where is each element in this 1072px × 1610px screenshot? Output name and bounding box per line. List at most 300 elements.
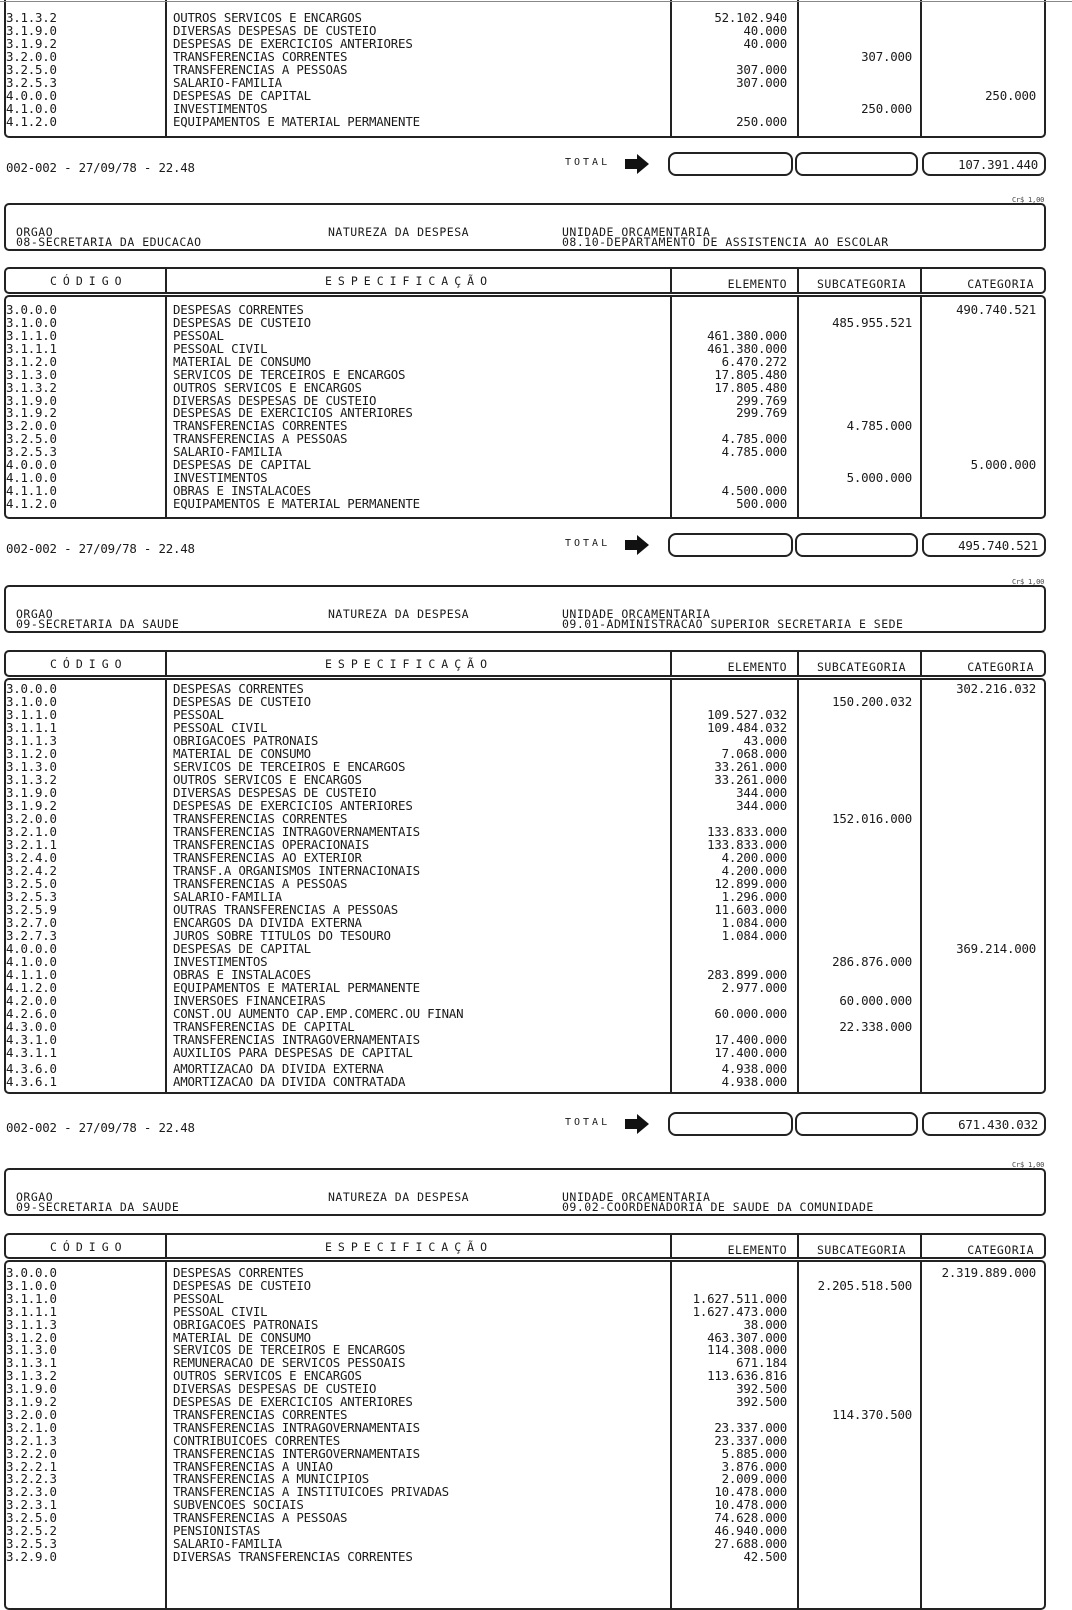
cell-especificacao: ENCARGOS DA DIVIDA EXTERNA xyxy=(173,915,362,930)
cell-elemento: 10.478.000 xyxy=(714,1497,787,1513)
cell-codigo: 3.2.0.0 xyxy=(6,49,57,64)
table-row xyxy=(0,825,1072,838)
cell-especificacao: SERVICOS DE TERCEIROS E ENCARGOS xyxy=(173,366,406,382)
table-row xyxy=(0,786,1072,799)
cell-codigo: 3.2.1.0 xyxy=(6,1419,57,1435)
table-row xyxy=(0,864,1072,877)
cell-elemento: 307.000 xyxy=(736,75,787,90)
cell-especificacao: TRANSFERENCIAS CORRENTES xyxy=(173,418,348,434)
cell-codigo: 3.1.3.2 xyxy=(6,10,57,25)
column-header-subcategoria: SUBCATEGORIA xyxy=(817,277,907,291)
cell-especificacao: SALARIO-FAMILIA xyxy=(173,1535,282,1551)
cell-codigo: 4.3.0.0 xyxy=(6,1019,57,1034)
table-row xyxy=(0,316,1072,329)
cell-codigo: 3.2.1.0 xyxy=(6,824,57,839)
cell-elemento: 40.000 xyxy=(743,36,787,51)
total-label: TOTAL xyxy=(565,1117,611,1128)
cell-codigo: 3.2.7.3 xyxy=(6,928,57,943)
table-row xyxy=(0,497,1072,510)
cell-codigo: 3.2.5.3 xyxy=(6,75,57,90)
cell-codigo: 3.1.9.2 xyxy=(6,405,57,421)
cell-especificacao: INVERSOES FINANCEIRAS xyxy=(173,993,326,1008)
cell-especificacao: DIVERSAS DESPESAS DE CUSTEIO xyxy=(173,392,377,408)
unidade-label: UNIDADE ORCAMENTARIA xyxy=(562,607,711,621)
cell-especificacao: PESSOAL xyxy=(173,327,224,343)
cell-especificacao: OBRIGACOES PATRONAIS xyxy=(173,733,319,748)
cell-especificacao: JUROS SOBRE TITULOS DO TESOURO xyxy=(173,928,391,943)
cell-codigo: 3.1.0.0 xyxy=(6,694,57,709)
cell-codigo: 4.1.2.0 xyxy=(6,114,57,129)
cell-especificacao: PESSOAL CIVIL xyxy=(173,1303,268,1319)
total-subcategoria-box xyxy=(795,152,918,176)
column-header-elemento: ELEMENTO xyxy=(727,660,787,674)
cell-elemento: 4.200.000 xyxy=(721,850,787,865)
cell-especificacao: PENSIONISTAS xyxy=(173,1523,261,1538)
cell-especificacao: DESPESAS CORRENTES xyxy=(173,1265,304,1280)
table-row xyxy=(0,24,1072,37)
cell-codigo: 3.2.5.0 xyxy=(6,876,57,891)
cell-elemento: 283.899.000 xyxy=(707,967,787,982)
cell-codigo: 4.1.2.0 xyxy=(6,980,57,995)
cell-codigo: 3.1.2.0 xyxy=(6,353,57,369)
cell-especificacao: DESPESAS DE EXERCICIOS ANTERIORES xyxy=(173,1394,413,1409)
cell-subcategoria: 60.000.000 xyxy=(839,993,912,1008)
cell-elemento: 11.603.000 xyxy=(714,902,787,917)
currency-note: Cr$ 1,00 xyxy=(1012,196,1045,204)
cell-subcategoria: 307.000 xyxy=(861,49,912,64)
cell-subcategoria: 286.876.000 xyxy=(832,954,912,969)
cell-codigo: 3.2.0.0 xyxy=(6,1406,57,1422)
column-divider xyxy=(165,1233,167,1259)
cell-codigo: 3.1.1.3 xyxy=(6,1316,57,1332)
cell-codigo: 3.2.4.2 xyxy=(6,863,57,878)
table-row xyxy=(0,747,1072,760)
cell-elemento: 344.000 xyxy=(736,785,787,800)
cell-especificacao: TRANSFERENCIAS INTRAGOVERNAMENTAIS xyxy=(173,824,420,839)
table-row xyxy=(0,994,1072,1007)
cell-codigo: 3.0.0.0 xyxy=(6,681,57,696)
print-stamp: 002-002 - 27/09/78 - 22.48 xyxy=(6,541,195,556)
cell-codigo: 3.2.2.1 xyxy=(6,1458,57,1474)
cell-codigo: 3.1.9.0 xyxy=(6,785,57,800)
cell-codigo: 4.1.0.0 xyxy=(6,470,57,486)
cell-especificacao: MATERIAL DE CONSUMO xyxy=(173,1329,311,1345)
cell-especificacao: CONTRIBUICOES CORRENTES xyxy=(173,1432,340,1448)
table-row xyxy=(0,115,1072,128)
cell-especificacao: PESSOAL CIVIL xyxy=(173,720,268,735)
cell-especificacao: OBRIGACOES PATRONAIS xyxy=(173,1316,319,1332)
cell-codigo: 3.1.1.0 xyxy=(6,1290,57,1306)
print-stamp: 002-002 - 27/09/78 - 22.48 xyxy=(6,160,195,175)
cell-elemento: 392.500 xyxy=(736,1381,787,1397)
cell-especificacao: SALARIO-FAMILIA xyxy=(173,889,282,904)
cell-elemento: 12.899.000 xyxy=(714,876,787,891)
table-row xyxy=(0,903,1072,916)
table-row xyxy=(0,1343,1072,1356)
cell-codigo: 3.1.2.0 xyxy=(6,1329,57,1345)
cell-especificacao: OBRAS E INSTALACOES xyxy=(173,483,311,498)
cell-codigo: 4.3.6.1 xyxy=(6,1074,57,1089)
table-row xyxy=(0,1292,1072,1305)
total-subcategoria-box xyxy=(795,533,918,557)
column-header-especificacao: ESPECIFICAÇÃO xyxy=(325,1240,494,1254)
table-row xyxy=(0,760,1072,773)
orgao-label: ORGAO xyxy=(16,607,54,621)
cell-subcategoria: 5.000.000 xyxy=(846,470,912,486)
cell-elemento: 250.000 xyxy=(736,114,787,129)
cell-especificacao: DESPESAS DE CUSTEIO xyxy=(173,314,311,330)
cell-elemento: 17.805.480 xyxy=(714,379,787,395)
cell-elemento: 3.876.000 xyxy=(721,1458,787,1474)
cell-elemento: 33.261.000 xyxy=(714,759,787,774)
cell-elemento: 74.628.000 xyxy=(714,1510,787,1526)
cell-especificacao: INVESTIMENTOS xyxy=(173,470,268,486)
cell-especificacao: EQUIPAMENTOS E MATERIAL PERMANENTE xyxy=(173,495,420,511)
unidade-label: UNIDADE ORCAMENTARIA xyxy=(562,225,711,239)
table-row xyxy=(0,50,1072,63)
cell-codigo: 3.2.2.3 xyxy=(6,1471,57,1487)
cell-codigo: 3.1.3.1 xyxy=(6,1355,57,1371)
cell-codigo: 3.2.1.1 xyxy=(6,837,57,852)
column-divider xyxy=(797,1233,799,1259)
table-row xyxy=(0,1460,1072,1473)
cell-elemento: 4.938.000 xyxy=(721,1061,787,1076)
cell-elemento: 42.500 xyxy=(743,1548,787,1564)
table-row xyxy=(0,1062,1072,1075)
table-row xyxy=(0,355,1072,368)
column-header-subcategoria: SUBCATEGORIA xyxy=(817,660,907,674)
table-row xyxy=(0,773,1072,786)
cell-especificacao: TRANSFERENCIAS A PESSOAS xyxy=(173,1510,348,1526)
cell-elemento: 1.627.473.000 xyxy=(692,1303,787,1319)
currency-note: Cr$ 1,00 xyxy=(1012,1161,1045,1169)
cell-codigo: 3.2.5.0 xyxy=(6,62,57,77)
cell-especificacao: OUTROS SERVICOS E ENCARGOS xyxy=(173,10,362,25)
cell-codigo: 3.2.3.0 xyxy=(6,1484,57,1500)
cell-codigo: 4.1.1.0 xyxy=(6,967,57,982)
cell-elemento: 344.000 xyxy=(736,798,787,813)
cell-especificacao: TRANSFERENCIAS A PESSOAS xyxy=(173,876,348,891)
cell-elemento: 5.885.000 xyxy=(721,1445,787,1461)
cell-especificacao: DIVERSAS DESPESAS DE CUSTEIO xyxy=(173,23,377,38)
cell-codigo: 3.2.0.0 xyxy=(6,418,57,434)
cell-codigo: 3.1.0.0 xyxy=(6,1277,57,1293)
cell-codigo: 4.1.0.0 xyxy=(6,101,57,116)
cell-especificacao: SUBVENCOES SOCIAIS xyxy=(173,1497,304,1513)
total-categoria-value: 495.740.521 xyxy=(958,538,1038,553)
cell-especificacao: TRANSFERENCIAS A PESSOAS xyxy=(173,62,348,77)
cell-codigo: 3.1.3.0 xyxy=(6,759,57,774)
table-row xyxy=(0,381,1072,394)
cell-categoria: 302.216.032 xyxy=(956,681,1036,696)
cell-codigo: 3.1.3.0 xyxy=(6,366,57,382)
column-header-categoria: CATEGORIA xyxy=(967,1243,1034,1257)
table-row xyxy=(0,11,1072,24)
cell-categoria: 490.740.521 xyxy=(956,302,1036,317)
table-row xyxy=(0,1331,1072,1344)
table-row xyxy=(0,1408,1072,1421)
cell-codigo: 4.0.0.0 xyxy=(6,457,57,473)
cell-codigo: 4.0.0.0 xyxy=(6,88,57,103)
table-row xyxy=(0,1318,1072,1331)
cell-codigo: 3.2.5.3 xyxy=(6,889,57,904)
cell-subcategoria: 22.338.000 xyxy=(839,1019,912,1034)
column-header-categoria: CATEGORIA xyxy=(967,277,1034,291)
table-row xyxy=(0,329,1072,342)
unidade-label: UNIDADE ORCAMENTARIA xyxy=(562,1190,711,1204)
cell-subcategoria: 250.000 xyxy=(861,101,912,116)
table-row xyxy=(0,1421,1072,1434)
total-categoria-value: 671.430.032 xyxy=(958,1117,1038,1132)
cell-especificacao: PESSOAL xyxy=(173,1290,224,1306)
table-row xyxy=(0,890,1072,903)
cell-codigo: 3.1.3.2 xyxy=(6,379,57,395)
cell-subcategoria: 2.205.518.500 xyxy=(817,1277,912,1293)
cell-elemento: 4.500.000 xyxy=(721,483,787,498)
cell-especificacao: CONST.OU AUMENTO CAP.EMP.COMERC.OU FINAN xyxy=(173,1006,464,1021)
orgao-label: ORGAO xyxy=(16,225,54,239)
total-label: TOTAL xyxy=(565,538,611,549)
arrow-right-icon xyxy=(625,154,649,174)
cell-elemento: 23.337.000 xyxy=(714,1432,787,1448)
cell-elemento: 6.470.272 xyxy=(721,353,787,369)
cell-especificacao: DIVERSAS TRANSFERENCIAS CORRENTES xyxy=(173,1548,413,1564)
table-row xyxy=(0,445,1072,458)
cell-codigo: 3.2.9.0 xyxy=(6,1548,57,1564)
cell-elemento: 52.102.940 xyxy=(714,10,787,25)
cell-subcategoria: 485.955.521 xyxy=(832,314,912,330)
table-row xyxy=(0,851,1072,864)
table-row xyxy=(0,394,1072,407)
cell-codigo: 3.2.5.9 xyxy=(6,902,57,917)
cell-codigo: 3.0.0.0 xyxy=(6,1265,57,1280)
orgao-value: 09-SECRETARIA DA SAUDE xyxy=(16,617,180,631)
cell-codigo: 3.1.1.3 xyxy=(6,733,57,748)
cell-elemento: 17.400.000 xyxy=(714,1045,787,1060)
total-elemento-box xyxy=(668,533,793,557)
total-categoria-value: 107.391.440 xyxy=(958,157,1038,172)
arrow-right-icon xyxy=(625,535,649,555)
cell-especificacao: DESPESAS DE CUSTEIO xyxy=(173,694,311,709)
cell-elemento: 27.688.000 xyxy=(714,1535,787,1551)
cell-especificacao: TRANSFERENCIAS AO EXTERIOR xyxy=(173,850,362,865)
cell-codigo: 4.1.2.0 xyxy=(6,495,57,511)
table-row xyxy=(0,1305,1072,1318)
cell-elemento: 10.478.000 xyxy=(714,1484,787,1500)
cell-codigo: 3.2.5.3 xyxy=(6,444,57,460)
cell-elemento: 40.000 xyxy=(743,23,787,38)
cell-codigo: 3.2.3.1 xyxy=(6,1497,57,1513)
unidade-value: 08.10-DEPARTAMENTO DE ASSISTENCIA AO ESCOLAR xyxy=(562,235,889,249)
cell-codigo: 3.1.3.0 xyxy=(6,1342,57,1358)
table-row xyxy=(0,102,1072,115)
cell-subcategoria: 152.016.000 xyxy=(832,811,912,826)
cell-especificacao: DESPESAS DE CUSTEIO xyxy=(173,1277,311,1293)
table-row xyxy=(0,1382,1072,1395)
unidade-value: 09.01-ADMINISTRACAO SUPERIOR SECRETARIA E SEDE xyxy=(562,617,904,631)
cell-codigo: 3.1.3.2 xyxy=(6,1368,57,1384)
print-stamp: 002-002 - 27/09/78 - 22.48 xyxy=(6,1120,195,1135)
column-header-especificacao: ESPECIFICAÇÃO xyxy=(325,274,494,288)
cell-codigo: 3.1.3.2 xyxy=(6,772,57,787)
total-subcategoria-box xyxy=(795,1112,918,1136)
table-row xyxy=(0,368,1072,381)
orgao-value: 08-SECRETARIA DA EDUCACAO xyxy=(16,235,202,249)
cell-codigo: 3.2.2.0 xyxy=(6,1445,57,1461)
table-row xyxy=(0,1369,1072,1382)
cell-elemento: 4.200.000 xyxy=(721,863,787,878)
cell-codigo: 3.1.1.1 xyxy=(6,340,57,356)
cell-codigo: 4.2.0.0 xyxy=(6,993,57,1008)
cell-especificacao: OUTROS SERVICOS E ENCARGOS xyxy=(173,1368,362,1384)
table-row xyxy=(0,1537,1072,1550)
cell-elemento: 307.000 xyxy=(736,62,787,77)
cell-categoria: 369.214.000 xyxy=(956,941,1036,956)
cell-especificacao: EQUIPAMENTOS E MATERIAL PERMANENTE xyxy=(173,980,420,995)
orgao-value: 09-SECRETARIA DA SAUDE xyxy=(16,1200,180,1214)
cell-codigo: 3.2.5.0 xyxy=(6,431,57,447)
table-row xyxy=(0,1447,1072,1460)
cell-elemento: 133.833.000 xyxy=(707,824,787,839)
cell-especificacao: REMUNERACAO DE SERVICOS PESSOAIS xyxy=(173,1355,406,1371)
cell-codigo: 3.1.2.0 xyxy=(6,746,57,761)
cell-codigo: 3.1.9.2 xyxy=(6,36,57,51)
cell-codigo: 3.1.9.0 xyxy=(6,392,57,408)
cell-especificacao: DESPESAS DE CAPITAL xyxy=(173,457,311,473)
cell-elemento: 299.769 xyxy=(736,405,787,421)
cell-elemento: 671.184 xyxy=(736,1355,787,1371)
cell-codigo: 3.2.5.2 xyxy=(6,1523,57,1538)
cell-especificacao: SERVICOS DE TERCEIROS E ENCARGOS xyxy=(173,759,406,774)
cell-categoria: 250.000 xyxy=(985,88,1036,103)
unidade-value: 09.02-COORDENADORIA DE SAUDE DA COMUNIDADE xyxy=(562,1200,874,1214)
cell-especificacao: TRANSFERENCIAS A UNIAO xyxy=(173,1458,333,1474)
cell-elemento: 17.805.480 xyxy=(714,366,787,382)
cell-codigo: 3.1.1.0 xyxy=(6,327,57,343)
cell-elemento: 1.296.000 xyxy=(721,889,787,904)
natureza-label: NATUREZA DA DESPESA xyxy=(328,607,470,621)
cell-especificacao: SERVICOS DE TERCEIROS E ENCARGOS xyxy=(173,1342,406,1358)
cell-codigo: 3.2.5.3 xyxy=(6,1535,57,1551)
cell-especificacao: TRANSFERENCIAS A PESSOAS xyxy=(173,431,348,447)
table-row xyxy=(0,968,1072,981)
table-row xyxy=(0,1356,1072,1369)
table-row xyxy=(0,1020,1072,1033)
cell-codigo: 4.2.6.0 xyxy=(6,1006,57,1021)
cell-elemento: 46.940.000 xyxy=(714,1523,787,1538)
cell-elemento: 23.337.000 xyxy=(714,1419,787,1435)
cell-elemento: 113.636.816 xyxy=(707,1368,787,1384)
cell-codigo: 4.3.6.0 xyxy=(6,1061,57,1076)
table-row xyxy=(0,1434,1072,1447)
table-row xyxy=(0,812,1072,825)
cell-especificacao: DESPESAS CORRENTES xyxy=(173,681,304,696)
cell-elemento: 60.000.000 xyxy=(714,1006,787,1021)
cell-codigo: 3.1.9.0 xyxy=(6,1381,57,1397)
table-row xyxy=(0,1524,1072,1537)
table-row xyxy=(0,708,1072,721)
cell-codigo: 4.0.0.0 xyxy=(6,941,57,956)
table-row xyxy=(0,734,1072,747)
cell-codigo: 3.2.1.3 xyxy=(6,1432,57,1448)
cell-subcategoria: 150.200.032 xyxy=(832,694,912,709)
column-divider xyxy=(797,267,799,294)
cell-especificacao: OBRAS E INSTALACOES xyxy=(173,967,311,982)
cell-especificacao: TRANSF.A ORGANISMOS INTERNACIONAIS xyxy=(173,863,420,878)
column-header-codigo: CÓDIGO xyxy=(50,1240,128,1254)
cell-elemento: 17.400.000 xyxy=(714,1032,787,1047)
cell-especificacao: TRANSFERENCIAS CORRENTES xyxy=(173,49,348,64)
cell-elemento: 4.938.000 xyxy=(721,1074,787,1089)
cell-codigo: 4.1.1.0 xyxy=(6,483,57,498)
arrow-right-icon xyxy=(625,1114,649,1134)
column-header-especificacao: ESPECIFICAÇÃO xyxy=(325,657,494,671)
cell-codigo: 3.1.1.0 xyxy=(6,707,57,722)
column-header-elemento: ELEMENTO xyxy=(727,1243,787,1257)
cell-especificacao: SALARIO-FAMILIA xyxy=(173,444,282,460)
cell-subcategoria: 114.370.500 xyxy=(832,1406,912,1422)
total-elemento-box xyxy=(668,1112,793,1136)
total-elemento-box xyxy=(668,152,793,176)
cell-especificacao: DESPESAS CORRENTES xyxy=(173,302,304,317)
cell-especificacao: TRANSFERENCIAS INTRAGOVERNAMENTAIS xyxy=(173,1419,420,1435)
table-row xyxy=(0,1511,1072,1524)
cell-especificacao: OUTROS SERVICOS E ENCARGOS xyxy=(173,772,362,787)
table-row xyxy=(0,838,1072,851)
cell-codigo: 4.3.1.1 xyxy=(6,1045,57,1060)
cell-especificacao: AMORTIZACAO DA DIVIDA CONTRATADA xyxy=(173,1074,406,1089)
currency-note: Cr$ 1,00 xyxy=(1012,578,1045,586)
cell-especificacao: MATERIAL DE CONSUMO xyxy=(173,746,311,761)
cell-especificacao: DESPESAS DE CAPITAL xyxy=(173,941,311,956)
cell-especificacao: INVESTIMENTOS xyxy=(173,954,268,969)
cell-codigo: 4.1.0.0 xyxy=(6,954,57,969)
column-divider xyxy=(165,650,167,677)
table-row xyxy=(0,342,1072,355)
cell-especificacao: DESPESAS DE CAPITAL xyxy=(173,88,311,103)
column-header-codigo: CÓDIGO xyxy=(50,274,128,288)
table-row xyxy=(0,432,1072,445)
table-row xyxy=(0,916,1072,929)
cell-codigo: 3.2.4.0 xyxy=(6,850,57,865)
cell-elemento: 43.000 xyxy=(743,733,787,748)
cell-elemento: 2.009.000 xyxy=(721,1471,787,1487)
cell-elemento: 461.380.000 xyxy=(707,327,787,343)
cell-especificacao: AUXILIOS PARA DESPESAS DE CAPITAL xyxy=(173,1045,413,1060)
cell-elemento: 4.785.000 xyxy=(721,444,787,460)
cell-elemento: 1.627.511.000 xyxy=(692,1290,787,1306)
table-row xyxy=(0,484,1072,497)
table-row xyxy=(0,1279,1072,1292)
table-row xyxy=(0,1033,1072,1046)
page-top-rule xyxy=(0,1,1072,2)
column-header-categoria: CATEGORIA xyxy=(967,660,1034,674)
cell-codigo: 3.1.1.1 xyxy=(6,1303,57,1319)
cell-especificacao: TRANSFERENCIAS CORRENTES xyxy=(173,811,348,826)
cell-codigo: 3.1.0.0 xyxy=(6,314,57,330)
table-row xyxy=(0,1485,1072,1498)
cell-elemento: 109.527.032 xyxy=(707,707,787,722)
table-row xyxy=(0,695,1072,708)
cell-especificacao: DIVERSAS DESPESAS DE CUSTEIO xyxy=(173,1381,377,1397)
cell-elemento: 109.484.032 xyxy=(707,720,787,735)
cell-elemento: 7.068.000 xyxy=(721,746,787,761)
cell-especificacao: TRANSFERENCIAS OPERACIONAIS xyxy=(173,837,370,852)
cell-especificacao: AMORTIZACAO DA DIVIDA EXTERNA xyxy=(173,1061,384,1076)
table-row xyxy=(0,955,1072,968)
cell-especificacao: DESPESAS DE EXERCICIOS ANTERIORES xyxy=(173,798,413,813)
cell-especificacao: PESSOAL xyxy=(173,707,224,722)
